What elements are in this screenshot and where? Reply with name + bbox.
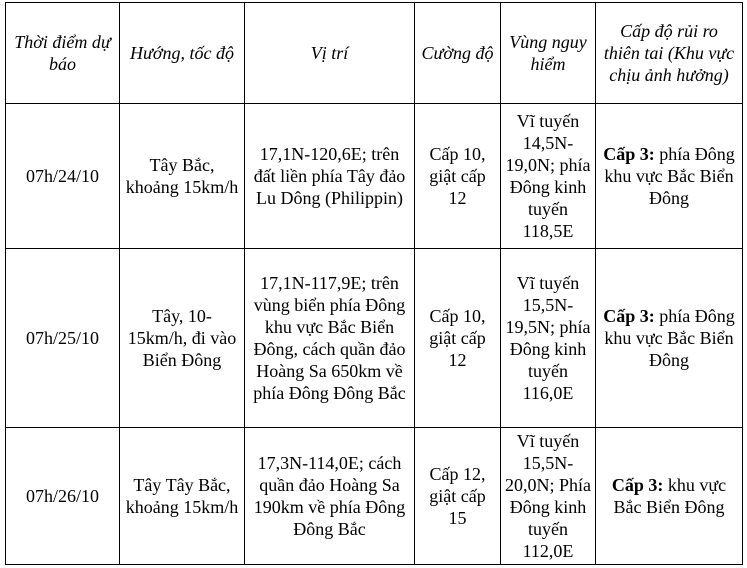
cell-time: 07h/26/10 <box>6 428 120 565</box>
cell-position: 17,1N-117,9E; trên vùng biển phía Đông khu vực Bắc Biển Đông, cách quần đảo Hoàng Sa 650km về phía Đông Đông Bắc <box>245 249 415 428</box>
cell-direction: Tây, 10-15km/h, đi vào Biển Đông <box>120 249 245 428</box>
cell-danger-zone: Vĩ tuyến 15,5N-19,5N; phía Đông kinh tuyến 116,0E <box>501 249 596 428</box>
risk-level-label: Cấp 3: <box>603 144 655 164</box>
table-header-row <box>6 3 743 104</box>
header-danger-zone: Vùng nguy hiểm <box>501 3 596 104</box>
header-direction-speed: Hướng, tốc độ <box>120 3 245 104</box>
risk-area-text: phía Đông khu vực Bắc Biển Đông <box>604 306 735 370</box>
risk-level-label: Cấp 3: <box>611 475 664 495</box>
cell-position: 17,3N-114,0E; cách quần đảo Hoàng Sa 190km về phía Đông Đông Bắc <box>245 428 415 565</box>
cell-risk <box>596 249 743 428</box>
cell-risk <box>596 428 743 565</box>
cell-position: 17,1N-120,6E; trên đất liền phía Tây đảo Lu Dông (Philippin) <box>245 104 415 249</box>
risk-level-label: Cấp 3: <box>603 306 655 326</box>
header-risk-level: Cấp độ rủi ro thiên tai (Khu vực chịu ảnh hưởng) <box>596 3 743 104</box>
cell-time: 07h/25/10 <box>6 249 120 428</box>
cell-intensity: Cấp 10, giật cấp 12 <box>415 104 501 249</box>
table-row <box>6 428 743 565</box>
cell-intensity: Cấp 12, giật cấp 15 <box>415 428 501 565</box>
cell-time: 07h/24/10 <box>6 104 120 249</box>
forecast-table-container <box>5 2 743 565</box>
risk-area-text: khu vực Bắc Biển Đông <box>613 475 727 517</box>
cell-risk <box>596 104 743 249</box>
header-intensity: Cường độ <box>415 3 501 104</box>
storm-forecast-table <box>5 2 743 565</box>
risk-area-text: phía Đông khu vực Bắc Biển Đông <box>604 144 735 208</box>
cell-danger-zone: Vĩ tuyến 15,5N-20,0N; Phía Đông kinh tuyến 112,0E <box>501 428 596 565</box>
cell-direction: Tây Tây Bắc, khoảng 15km/h <box>120 428 245 565</box>
table-row <box>6 104 743 249</box>
header-forecast-time: Thời điểm dự báo <box>6 3 120 104</box>
table-row <box>6 249 743 428</box>
cell-danger-zone: Vĩ tuyến 14,5N-19,0N; phía Đông kinh tuyến 118,5E <box>501 104 596 249</box>
cell-intensity: Cấp 10, giật cấp 12 <box>415 249 501 428</box>
cell-direction: Tây Bắc, khoảng 15km/h <box>120 104 245 249</box>
header-position: Vị trí <box>245 3 415 104</box>
